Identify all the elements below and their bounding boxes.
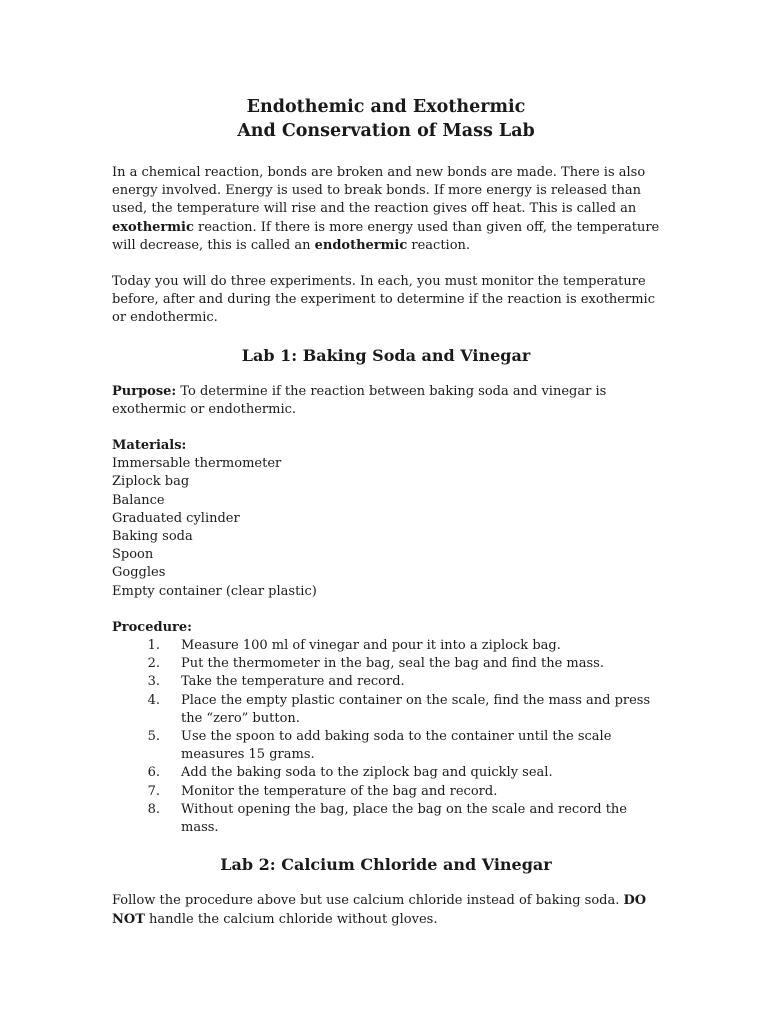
procedure-step	[112, 655, 660, 673]
step-number: 1.	[147, 638, 160, 654]
document-title-line2: And Conservation of Mass Lab	[237, 121, 535, 141]
procedure-step	[112, 801, 660, 837]
step-number: 6.	[147, 765, 160, 781]
step-text: Put the thermometer in the bag, seal the bag and find the mass.	[181, 656, 604, 672]
procedure-step	[112, 673, 660, 691]
lab2-warning: DO NOT	[112, 893, 647, 927]
procedure-step	[112, 783, 660, 801]
lab2-text-a: Follow the procedure above but use calcium chloride instead of baking soda.	[112, 893, 624, 909]
material-item: Graduated cylinder	[112, 510, 240, 526]
lab1-purpose	[112, 383, 660, 419]
lab1-heading: Lab 1: Baking Soda and Vinegar	[241, 345, 531, 365]
step-text: Place the empty plastic container on the scale, find the mass and press the “zero” button.	[181, 692, 651, 726]
term-exothermic: exothermic	[112, 219, 194, 235]
step-text: Use the spoon to add baking soda to the container until the scale measures 15 grams.	[181, 729, 612, 763]
step-number: 2.	[147, 656, 160, 672]
step-number: 7.	[147, 783, 160, 799]
lab2-text-b: handle the calcium chloride without gloves.	[144, 911, 438, 927]
material-item: Ziplock bag	[112, 474, 190, 490]
document-page	[112, 95, 660, 929]
step-text: Take the temperature and record.	[181, 674, 405, 690]
material-item: Baking soda	[112, 529, 193, 545]
material-item: Balance	[112, 492, 165, 508]
procedure-step	[112, 637, 660, 655]
step-number: 4.	[147, 692, 160, 708]
lab2-instructions	[112, 892, 660, 928]
intro-paragraph-2: Today you will do three experiments. In each, you must monitor the temperature before, after and during the experiment to determine if the reaction is exothermic or endothermic.	[112, 274, 655, 326]
procedure-label: Procedure:	[112, 619, 192, 635]
material-item: Spoon	[112, 547, 154, 563]
procedure-step	[112, 728, 660, 764]
purpose-label: Purpose:	[112, 383, 177, 399]
materials-label: Materials:	[112, 438, 187, 454]
materials-list	[112, 455, 660, 601]
intro-paragraph-1	[112, 164, 660, 255]
intro-p1-text-a: In a chemical reaction, bonds are broken and new bonds are made. There is also energy involved. Energy is used to break bonds. If more energy is released than used, the temperature will rise and the reaction gives off heat. This is called an	[112, 165, 646, 217]
term-endothermic: endothermic	[314, 237, 408, 253]
procedure-step	[112, 692, 660, 728]
material-item: Goggles	[112, 565, 166, 581]
step-text: Without opening the bag, place the bag on the scale and record the mass.	[181, 801, 627, 836]
procedure-list	[112, 637, 660, 837]
procedure-step	[112, 764, 660, 782]
step-text: Measure 100 ml of vinegar and pour it into a ziplock bag.	[181, 638, 561, 654]
material-item: Empty container (clear plastic)	[112, 583, 317, 599]
step-number: 8.	[147, 801, 160, 817]
purpose-text: To determine if the reaction between baking soda and vinegar is exothermic or endothermic.	[112, 383, 607, 417]
material-item: Immersable thermometer	[112, 456, 282, 472]
step-number: 3.	[147, 674, 160, 690]
step-text: Monitor the temperature of the bag and record.	[181, 783, 498, 799]
document-title-line1: Endothemic and Exothermic	[246, 97, 526, 117]
lab2-heading: Lab 2: Calcium Chloride and Vinegar	[220, 855, 552, 875]
intro-p1-text-b: reaction. If there is more energy used than given off, the temperature will decrease, this is called an	[112, 219, 660, 253]
step-number: 5.	[147, 729, 160, 745]
intro-p1-text-c: reaction.	[407, 237, 471, 253]
step-text: Add the baking soda to the ziplock bag and quickly seal.	[181, 765, 553, 781]
